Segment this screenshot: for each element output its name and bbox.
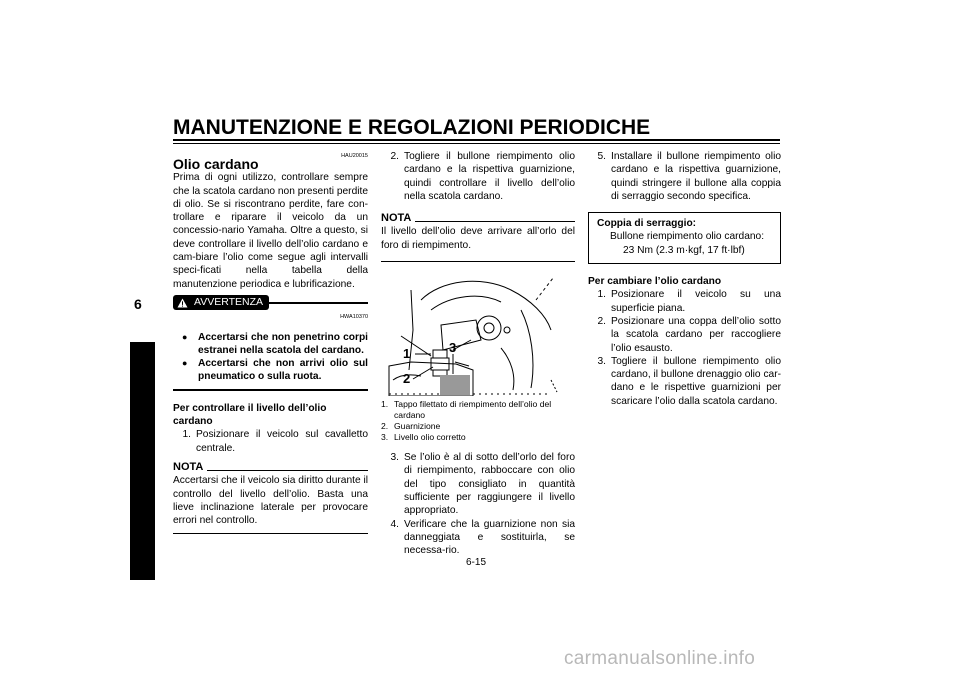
torque-line-2: 23 Nm (2.3 m·kgf, 17 ft·lbf) [623, 244, 745, 256]
torque-line-1: Bullone riempimento olio cardano: [610, 231, 765, 243]
step: 3. Togliere il bullone riempimento olio cardano, il bullone drenaggio olio car-dano e le rispettive guarnizioni per scaricare l’olio dalla scatola cardano. [597, 355, 781, 407]
step: 2. Posizionare una coppa dell’olio sotto la scatola cardano per raccogliere l’olio esausto. [597, 315, 781, 354]
warning-code: HWA10370 [340, 314, 368, 321]
nota-end-rule-2 [381, 261, 575, 262]
step: 1. Posizionare il veicolo su una superficie piana. [597, 289, 781, 314]
nota-header-2 [381, 212, 575, 225]
steps-2 [381, 150, 575, 203]
callout-2: 2 [403, 371, 411, 387]
torque-title: Coppia di serraggio: [597, 218, 697, 230]
title-rule [173, 139, 780, 141]
callout-1: 1 [403, 346, 411, 362]
nota-text: Accertarsi che il veicolo sia diritto durante il controllo del livello dell’olio. Basta una lieve inclinazione laterale per provocare errori nel controllo. [173, 475, 368, 527]
section-title: Olio cardano [173, 156, 259, 172]
change-steps [588, 288, 781, 408]
caption: 3. Livello olio corretto [381, 432, 466, 443]
caption: 2. Guarnizione [381, 421, 441, 432]
change-heading: Per cambiare l’olio cardano [588, 276, 722, 288]
steps-2b [381, 451, 575, 557]
warning-list [173, 331, 368, 384]
warning-triangle-icon [177, 298, 188, 308]
check-heading: Per controllare il livello dell’olio cardano [173, 402, 327, 428]
check-step: 1. Posizionare il veicolo sul cavalletto centrale. [182, 429, 368, 454]
caption: 1. Tappo filettato di riempimento dell’olio del cardano [381, 399, 552, 421]
page-number: 6-15 [466, 557, 487, 568]
section-code: HAU20015 [341, 153, 368, 159]
column-1 [173, 150, 368, 534]
warning-item: ● Accertarsi che non arrivi olio sul pneumatico o sulla ruota. [182, 358, 368, 383]
warning-end-rule [173, 389, 368, 391]
figure-captions [381, 399, 575, 443]
step: 5. Installare il bullone riempimento olio cardano e la rispettiva guarnizione, quindi stringere il bullone alla coppia di serraggio secondo specifica. [597, 151, 781, 202]
step: 3. Se l’olio è al di sotto dell’orlo del foro di riempimento, rabboccare con olio del tipo consigliato in quantità sufficiente per raggiungere il livello appropriato. [390, 452, 575, 517]
intro-paragraph: Prima di ogni utilizzo, controllare sempre che la scatola cardano non presenti perdite di olio. Se si riscontrano perdite, fare con-trollare e riparare il veicolo da un concessio-nario Yamaha. Oltre a questo, si deve controllare il livello dell’olio cardano e cam-biare l’olio come segue agli intervalli speci-ficati nella tabella della manutenzione periodica e lubrificazione. [173, 172, 368, 290]
step: 4. Verificare che la guarnizione non sia danneggiata e sostituirla, se necessa-rio. [390, 518, 575, 557]
title-rule-thin [173, 143, 780, 144]
warning-label: AVVERTENZA [194, 295, 264, 308]
warning-rule [269, 302, 368, 304]
warning-item: ● Accertarsi che non penetrino corpi estranei nella scatola del cardano. [182, 331, 368, 356]
warning-header [173, 295, 368, 310]
oil-filler-figure [381, 270, 561, 396]
nota-label: NOTA [173, 460, 204, 473]
column-3 [588, 150, 781, 408]
chapter-tab-bar [130, 342, 155, 580]
page-title: MANUTENZIONE E REGOLAZIONI PERIODICHE [173, 116, 651, 139]
callout-3: 3 [449, 340, 457, 356]
nota-label-2: NOTA [381, 212, 412, 225]
chapter-number: 6 [134, 296, 142, 312]
column-2 [381, 150, 575, 557]
watermark: carmanualsonline.info [564, 648, 756, 669]
torque-box [588, 212, 781, 264]
nota-text-2: Il livello dell’olio deve arrivare all’orlo del foro di riempimento. [381, 226, 575, 251]
step: 2. Togliere il bullone riempimento olio cardano e la rispettiva guarnizione, quindi controllare il livello dell’olio nella scatola cardano. [390, 151, 575, 202]
check-steps [173, 428, 368, 455]
nota-end-rule [173, 533, 368, 534]
nota-header [173, 461, 368, 474]
warning-badge [173, 295, 269, 310]
steps-3 [588, 150, 781, 203]
